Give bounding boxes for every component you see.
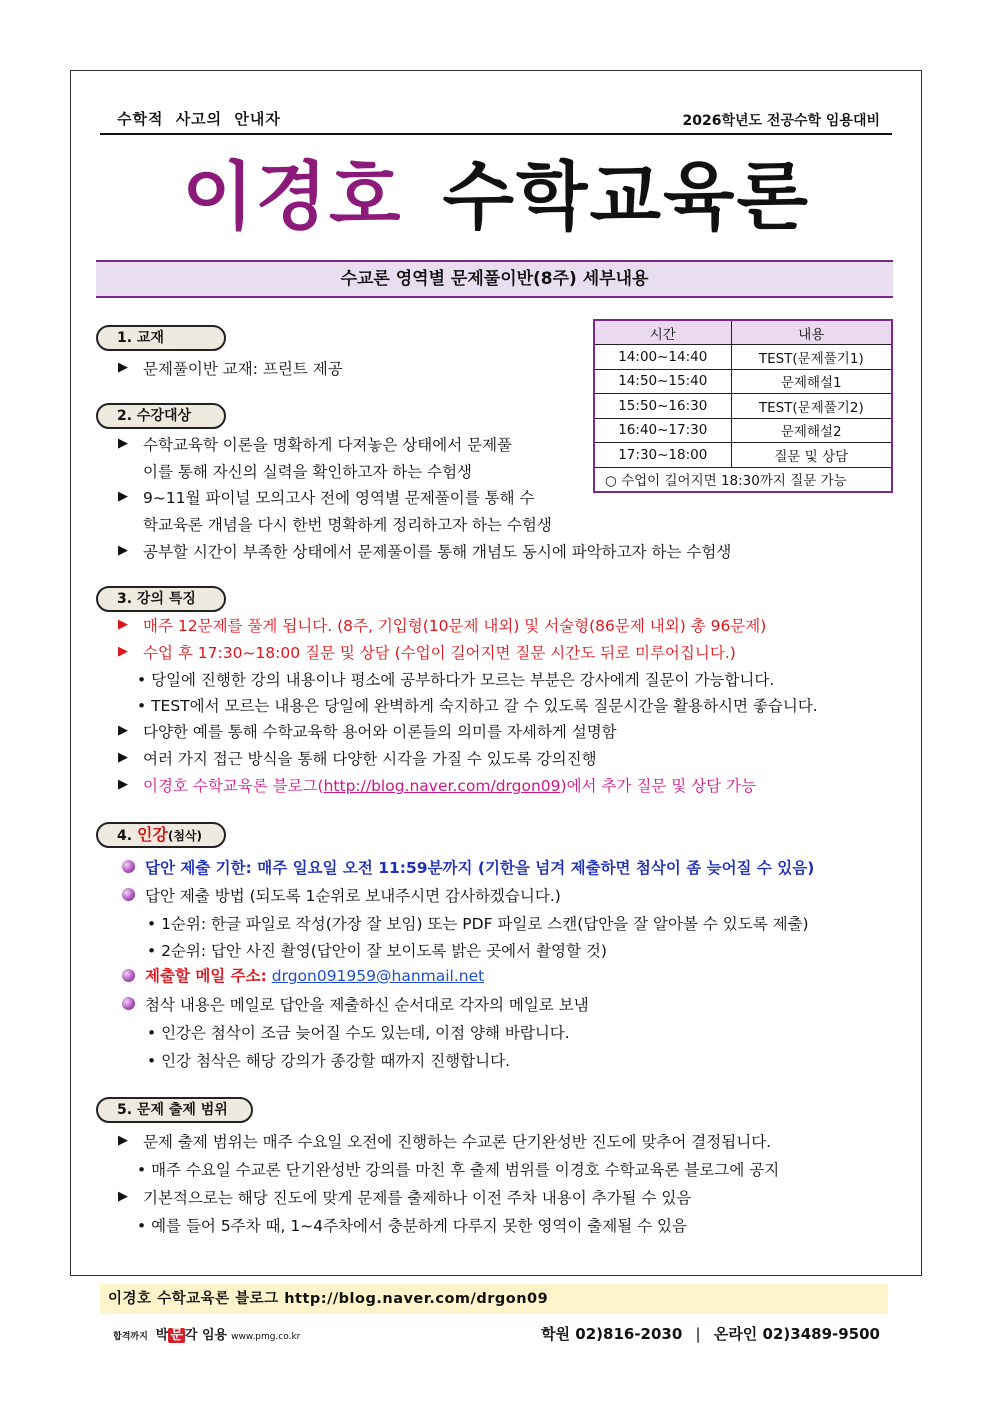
table-row: 17:30~18:00 질문 및 상담	[594, 443, 892, 468]
section-1-heading: 1. 교재	[96, 325, 226, 351]
list-item: • 1순위: 한글 파일로 작성(가장 잘 보임) 또는 PDF 파일로 스캔(답안을 잘 알아볼 수 있도록 제출)	[147, 915, 809, 933]
email-link[interactable]: drgon091959@hanmail.net	[271, 967, 485, 985]
list-item: 답안 제출 기한: 매주 일요일 오전 11:59분까지 (기한을 넘겨 제출하면 첨삭이 좀 늦어질 수 있음)	[145, 859, 815, 877]
list-item: 매주 12문제를 풀게 됩니다. (8주, 기입형(10문제 내외) 및 서술형(86문제 내외) 총 96문제)	[143, 617, 767, 635]
list-item: 문제 출제 범위는 매주 수요일 오전에 진행하는 수교론 단기완성반 진도에 맞추어 결정됩니다.	[143, 1133, 772, 1151]
list-item: 여러 가지 접근 방식을 통해 다양한 시각을 가질 수 있도록 강의진행	[143, 750, 597, 768]
list-item: 학교육론 개념을 다시 한번 명확하게 정리하고자 하는 수험생	[143, 516, 552, 534]
arrow-icon: ▶	[118, 617, 128, 632]
list-item: 공부할 시간이 부족한 상태에서 문제풀이를 통해 개념도 동시에 파악하고자 하는 수험생	[143, 543, 732, 561]
table-row: 14:50~15:40 문제해설1	[594, 369, 892, 394]
header-rule	[100, 133, 892, 135]
schedule-note: ○ 수업이 길어지면 18:30까지 질문 가능	[594, 467, 892, 492]
arrow-icon: ▶	[118, 1189, 128, 1204]
blog-link[interactable]: http://blog.naver.com/drgon09	[323, 777, 561, 795]
list-item: • 당일에 진행한 강의 내용이나 평소에 공부하다가 모르는 부분은 강사에게 질문이 가능합니다.	[137, 671, 775, 689]
list-item: 답안 제출 방법 (되도록 1순위로 보내주시면 감사하겠습니다.)	[145, 887, 561, 905]
section-4-heading: 4. 인강(첨삭)	[96, 822, 226, 848]
list-item: • TEST에서 모르는 내용은 당일에 완벽하게 숙지하고 갈 수 있도록 질문시간을 활용하시면 좋습니다.	[137, 697, 818, 715]
online-phone: 02)3489-9500	[762, 1325, 880, 1343]
list-item: • 예를 들어 5주차 때, 1~4주차에서 충분하게 다루지 못한 영역이 출제될 수 있음	[137, 1217, 687, 1235]
list-item: 이를 통해 자신의 실력을 확인하고자 하는 수험생	[143, 463, 473, 481]
list-item: 다양한 예를 통해 수학교육학 용어와 이론들의 의미를 자세하게 설명함	[143, 723, 617, 741]
section-2-heading: 2. 수강대상	[96, 403, 226, 429]
arrow-icon: ▶	[118, 777, 128, 792]
sphere-bullet-icon	[122, 860, 135, 873]
table-row: 15:50~16:30 TEST(문제풀기2)	[594, 394, 892, 419]
contact-info: 학원 02)816-2030 | 온라인 02)3489-9500	[541, 1325, 880, 1343]
list-item: 수학교육학 이론을 명확하게 다져놓은 상태에서 문제풀	[143, 436, 513, 454]
list-item: 9~11월 파이널 모의고사 전에 영역별 문제풀이를 통해 수	[143, 489, 535, 507]
list-item: 첨삭 내용은 메일로 답안을 제출하신 순서대로 각자의 메일로 보냄	[145, 996, 589, 1014]
section-5-heading: 5. 문제 출제 범위	[96, 1097, 253, 1123]
schedule-header-time: 시간	[594, 320, 731, 345]
section-3-heading: 3. 강의 특징	[96, 586, 226, 612]
table-row: 16:40~17:30 문제해설2	[594, 418, 892, 443]
sphere-bullet-icon	[122, 888, 135, 901]
list-item: • 2순위: 답안 사진 촬영(답안이 잘 보이도록 밝은 곳에서 촬영할 것)	[147, 942, 607, 960]
instructor-name: 이경호	[182, 154, 403, 240]
publisher-logo: 합격까지 박 문 각 임용 www.pmg.co.kr	[113, 1328, 301, 1343]
list-item: • 인강 첨삭은 해당 강의가 종강할 때까지 진행합니다.	[147, 1052, 510, 1070]
list-item: 수업 후 17:30~18:00 질문 및 상담 (수업이 길어지면 질문 시간도 뒤로 미루어집니다.)	[143, 644, 736, 662]
arrow-icon: ▶	[118, 436, 128, 451]
arrow-icon: ▶	[118, 360, 128, 375]
footer-blog-bar: 이경호 수학교육론 블로그 http://blog.naver.com/drgon09	[100, 1284, 888, 1314]
list-item: 기본적으로는 해당 진도에 맞게 문제를 출제하나 이전 주차 내용이 추가될 수 있음	[143, 1189, 692, 1207]
schedule-table	[593, 319, 893, 493]
email-line: 제출할 메일 주소: drgon091959@hanmail.net	[145, 967, 485, 985]
arrow-icon: ▶	[118, 489, 128, 504]
list-item: 문제풀이반 교재: 프린트 제공	[143, 360, 343, 378]
table-row: 14:00~14:40 TEST(문제풀기1)	[594, 345, 892, 370]
tagline: 수학적 사고의 안내자	[117, 110, 281, 128]
sphere-bullet-icon	[122, 969, 135, 982]
arrow-icon: ▶	[118, 1133, 128, 1148]
arrow-icon: ▶	[118, 644, 128, 659]
arrow-icon: ▶	[118, 543, 128, 558]
arrow-icon: ▶	[118, 750, 128, 765]
subtitle-banner: 수교론 영역별 문제풀이반(8주) 세부내용	[96, 260, 893, 298]
page-title	[0, 138, 992, 244]
sphere-bullet-icon	[122, 997, 135, 1010]
list-item: • 매주 수요일 수교론 단기완성반 강의를 마친 후 출제 범위를 이경호 수학교육론 블로그에 공지	[137, 1161, 780, 1179]
list-item: • 인강은 첨삭이 조금 늦어질 수도 있는데, 이점 양해 바랍니다.	[147, 1024, 570, 1042]
course-name: 수학교육론	[442, 154, 810, 240]
blog-line: 이경호 수학교육론 블로그(http://blog.naver.com/drgon09)에서 추가 질문 및 상담 가능	[143, 777, 756, 795]
exam-label: 2026학년도 전공수학 임용대비	[682, 113, 880, 129]
arrow-icon: ▶	[118, 723, 128, 738]
schedule-header-content: 내용	[731, 320, 892, 345]
academy-phone: 02)816-2030	[575, 1325, 683, 1343]
